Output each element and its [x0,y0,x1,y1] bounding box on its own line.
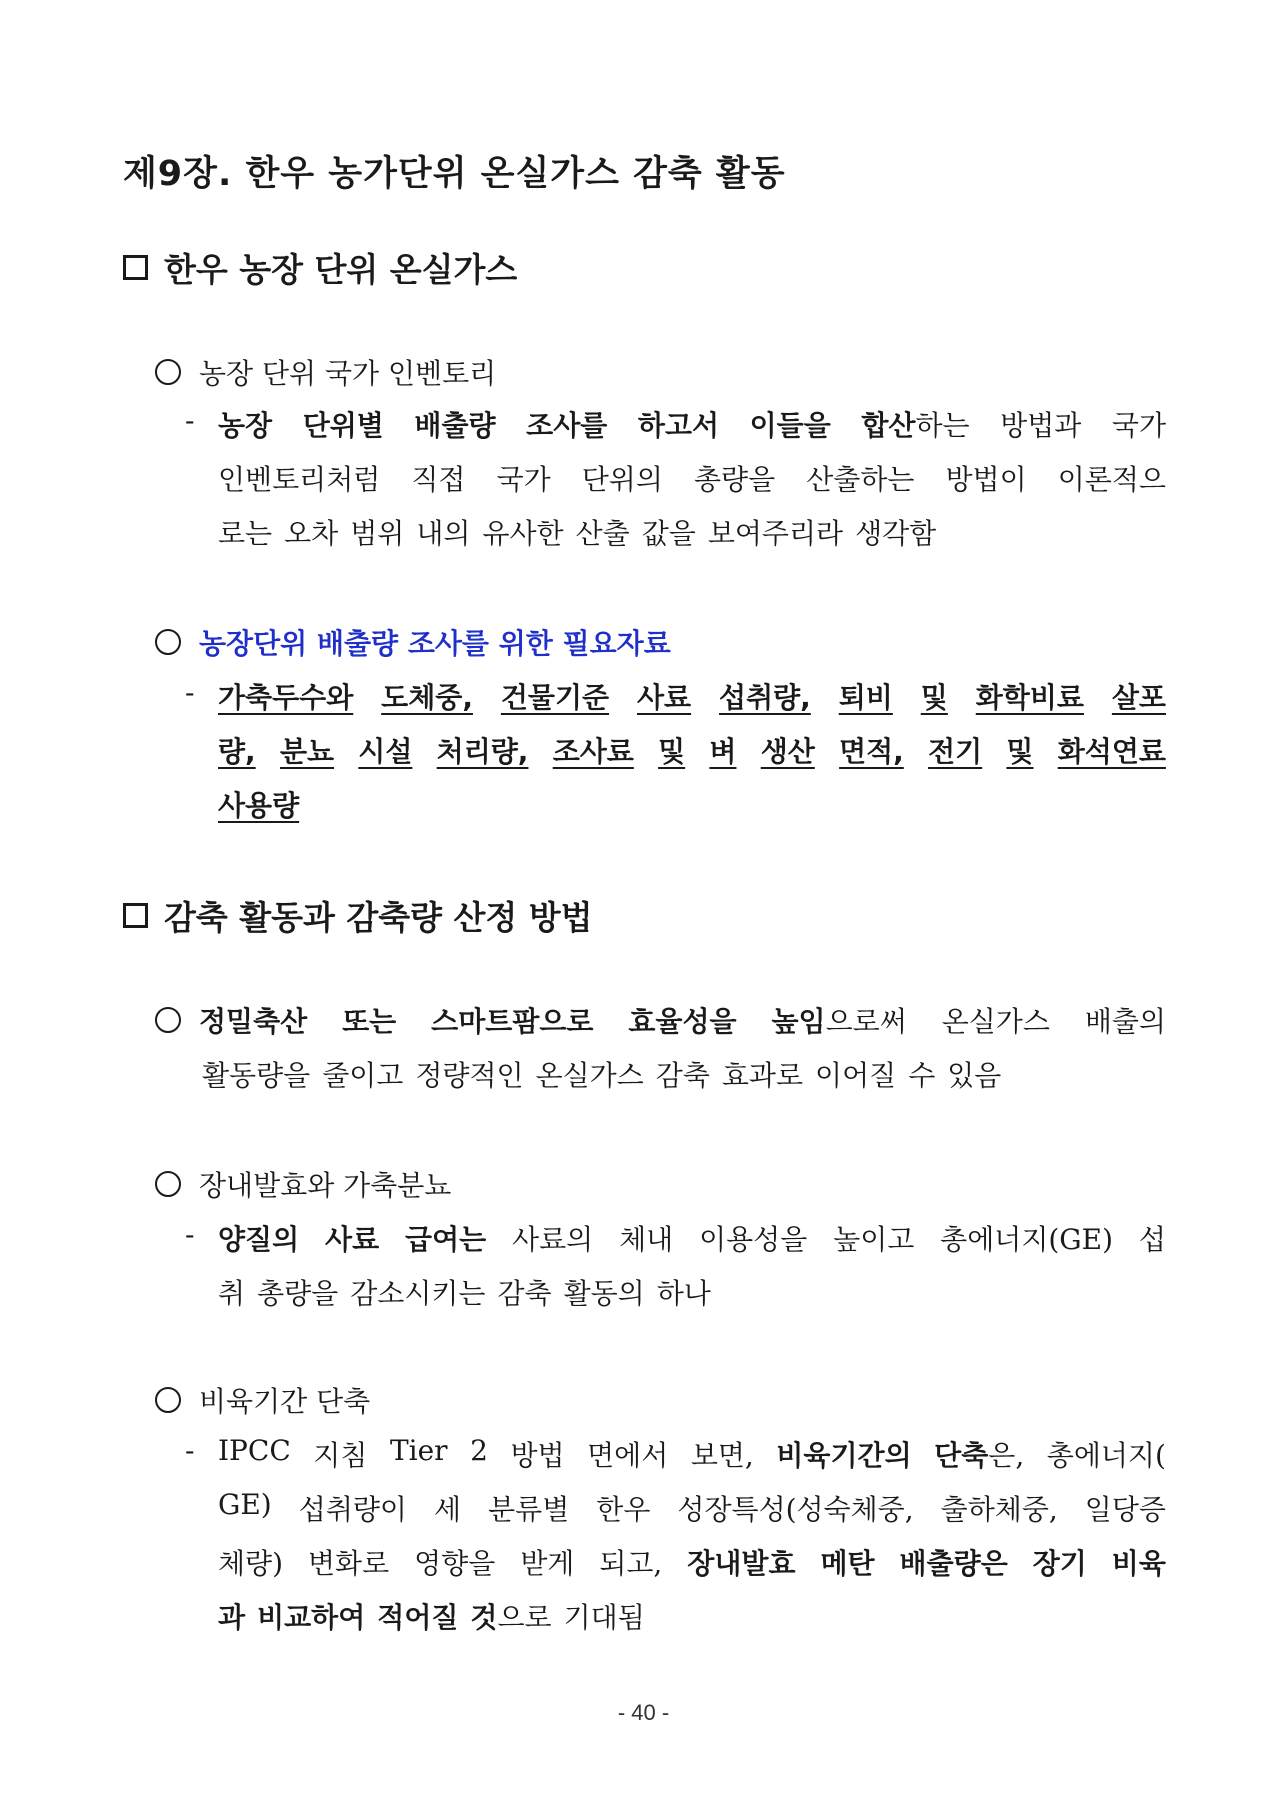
paragraph-line [218,512,1166,552]
word: 감소시키는 [350,1277,486,1310]
word: 방법과 [1000,409,1082,442]
paragraph-line [218,1434,1166,1474]
word: 스마트팜으로 [431,1005,594,1038]
word: 이어질 [815,1059,897,1092]
word: 건물기준 [500,681,610,714]
word: 퇴비 [838,681,893,714]
word: 보여주리라 [707,517,844,550]
word: 방법이 [945,463,1027,496]
paragraph-line [218,1542,1166,1582]
word: Tier [389,1434,448,1467]
word: 줄이고 [322,1059,404,1092]
word: 화석연료 [1057,735,1166,768]
word: 직접 [411,463,466,496]
circle-bullet-icon [155,1007,181,1033]
word: 수 [908,1059,936,1092]
word: 배출량은 [899,1547,1008,1580]
paragraph-line [218,1488,1166,1528]
word: GE) [218,1488,272,1521]
word: 활동의 [563,1277,645,1310]
word: 시설 [358,735,413,768]
word: 사료의 [512,1223,594,1256]
word: 범위 [350,517,405,550]
word: 한우 [596,1493,651,1526]
word: 생산 [760,735,815,768]
word: 섭 [1138,1223,1166,1256]
section-heading-1 [123,244,517,291]
dash-marker: - [185,404,195,437]
word: 온실가스 [941,1005,1050,1038]
paragraph-line [218,1272,1166,1312]
word: 총에너지(GE) [940,1223,1114,1256]
circle-bullet-icon [155,629,181,655]
word: 장내발효 [687,1547,796,1580]
word: 효과로 [721,1059,804,1092]
word: 도체중, [381,681,473,714]
word: 단위의 [581,463,663,496]
word: 영향을 [414,1547,496,1580]
word: 살포 [1111,681,1166,714]
word: 생각함 [855,517,937,550]
word: 취 [218,1277,246,1310]
chapter-title: 제9장. 한우 농가단위 온실가스 감축 활동 [123,154,786,194]
word: 2 [470,1434,488,1467]
word: 총량을 [693,463,776,496]
word: 이들을 [749,409,831,442]
word: 및 [658,735,686,768]
page-number: - 40 - [617,1700,670,1725]
word-mixed: 단축은, [934,1439,1025,1472]
word: 장기 [1032,1547,1087,1580]
circle-bullet-icon [155,359,181,385]
word: 비육 [1111,1547,1166,1580]
word: 지침 [313,1439,368,1472]
word: 사용량 [218,789,300,822]
bullet-label: 비육기간 단축 [199,1385,371,1418]
word: 섭취량이 [298,1493,407,1526]
word: 내의 [416,517,471,550]
bullet-precision-livestock [155,1000,1166,1040]
word: 사료 [637,681,692,714]
word: 보면, [690,1439,754,1472]
paragraph-line [218,784,1166,824]
word: 면적, [839,735,904,768]
paragraph-line [218,404,1166,444]
word: 받게 [520,1547,575,1580]
word: 배출량 [414,409,496,442]
word: 이용성을 [699,1223,808,1256]
word: 양질의 [218,1223,300,1256]
word-mixed: 합산하는 [861,409,970,442]
word: 산출 [575,517,630,550]
word: 및 [920,681,948,714]
word: 값을 [641,517,696,550]
word: 조사를 [526,409,608,442]
word: 세 [434,1493,462,1526]
word: 유사한 [482,517,564,550]
bullet-label: 장내발효와 가축분뇨 [199,1169,452,1202]
word: 산출하는 [806,463,915,496]
word: 총에너지( [1046,1439,1166,1472]
word: 성장특성(성숙체중, [677,1493,914,1526]
word: 감축 [497,1277,552,1310]
word: 방법 [510,1439,565,1472]
word: 출하체중, [940,1493,1058,1526]
circle-bullet-icon [155,1171,181,1197]
word: 처리량, [436,735,529,768]
word: IPCC [218,1434,291,1467]
circle-bullet-icon [155,1387,181,1413]
paragraph-line [218,1218,1166,1258]
dash-marker: - [185,676,195,709]
word: 하고서 [637,409,720,442]
word: 높이고 [833,1223,915,1256]
word: 총량을 [257,1277,339,1310]
word: 량, [218,735,256,768]
word: 활동량을 [202,1059,311,1092]
word: 기대됨 [563,1601,645,1634]
word: 메탄 [820,1547,875,1580]
section-heading-text: 감축 활동과 감축량 산정 방법 [164,898,593,937]
word-mixed: 높임으로써 [771,1005,907,1038]
word: 벼 [709,735,737,768]
bullet-label-line [199,1000,1166,1040]
word: 조사료 [552,735,634,768]
bullet-required-data [155,622,671,662]
word: 사료 [325,1223,380,1256]
word: 분뇨 [279,735,335,768]
word: 체량) [218,1547,284,1580]
word: 인벤토리처럼 [218,463,381,496]
section-heading-2 [123,892,593,939]
square-bullet-icon [123,255,148,280]
word: 적어질 [377,1601,459,1634]
word: 국가 [1111,409,1166,442]
word: 되고, [599,1547,663,1580]
word: 가축두수와 [218,681,354,714]
dash-marker: - [185,1218,195,1251]
word: 로는 [218,517,273,550]
bullet-enteric-manure [155,1164,451,1204]
word: 온실가스 [535,1059,644,1092]
word: 비교하여 [257,1601,366,1634]
paragraph-line [202,1054,1150,1094]
word: 단위별 [302,409,384,442]
bullet-farm-inventory [155,352,496,392]
word: 급여는 [405,1223,487,1256]
bullet-fattening-period [155,1380,370,1420]
word: 배출의 [1084,1005,1166,1038]
word: 및 [1006,735,1034,768]
word: 오차 [284,517,339,550]
word: 섭취량, [719,681,811,714]
square-bullet-icon [123,903,148,928]
word: 과 [218,1601,246,1634]
paragraph-line [218,1596,1166,1636]
word: 농장 [218,409,273,442]
paragraph-line [218,676,1166,716]
word: 정량적인 [415,1059,524,1092]
word: 감축 [655,1059,710,1092]
word: 정밀축산 [199,1005,308,1038]
section-heading-text: 한우 농장 단위 온실가스 [164,250,518,289]
word: 하나 [656,1277,711,1310]
word: 있음 [947,1059,1002,1092]
word: 또는 [342,1005,397,1038]
paragraph-line [218,458,1166,498]
bullet-label: 농장단위 배출량 조사를 위한 필요자료 [199,627,671,660]
bullet-label: 농장 단위 국가 인벤토리 [199,357,497,390]
dash-marker: - [185,1434,195,1467]
word: 면에서 [587,1439,669,1472]
word: 비육기간의 [776,1439,912,1472]
word: 화학비료 [975,681,1084,714]
word: 효율성을 [628,1005,737,1038]
word: 전기 [928,735,983,768]
word: 변화로 [308,1547,390,1580]
word: 국가 [496,463,551,496]
word: 분류별 [488,1493,570,1526]
paragraph-line [218,730,1166,770]
word: 이론적으 [1057,463,1166,496]
word: 체내 [619,1223,674,1256]
word-mixed: 것으로 [470,1601,552,1634]
word: 일당증 [1084,1493,1166,1526]
